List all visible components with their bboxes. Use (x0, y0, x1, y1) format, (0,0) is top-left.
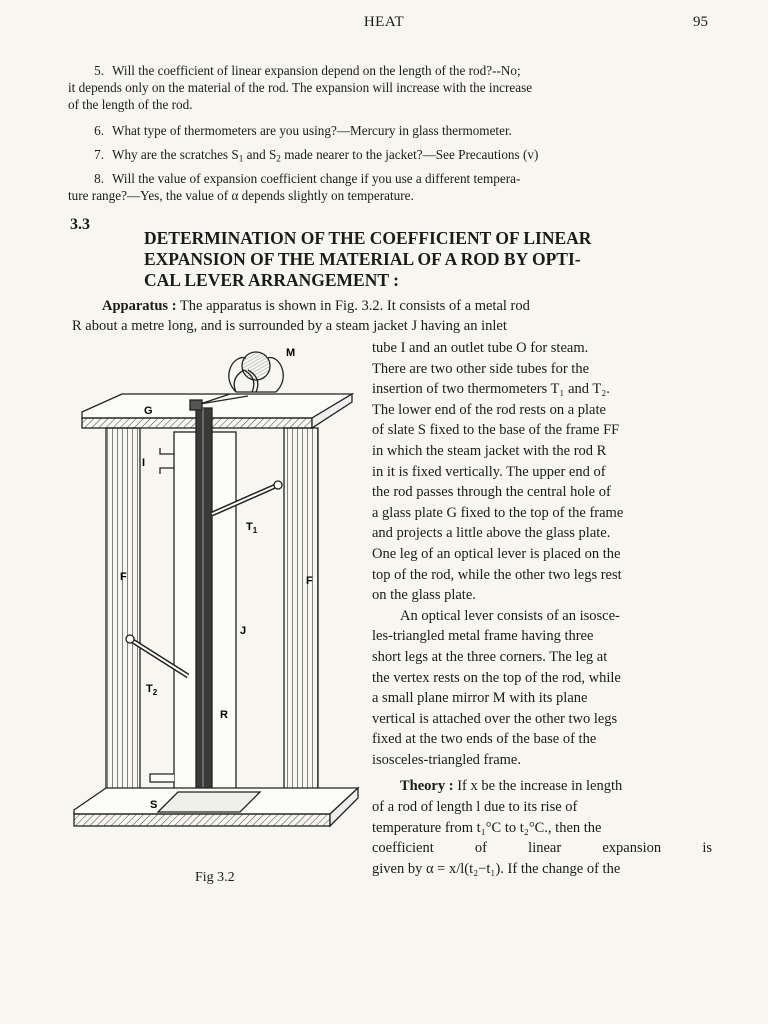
label-j: J (240, 625, 247, 637)
body-line: les-triangled metal frame having three (372, 628, 594, 645)
metal-rod (196, 408, 212, 800)
qa-line: Will the coefficient of linear expansion depend on the length of the rod?--No; (112, 63, 521, 78)
body-line: in which the steam jacket with the rod R (372, 442, 607, 459)
body-line: temperature from t₁°C to t₂°C., then the (372, 819, 602, 836)
body-line: The lower end of the rod rests on a plate (372, 401, 606, 418)
body-line: If x be the increase in length (457, 778, 623, 795)
apparatus-paragraph (72, 296, 708, 336)
base-plate-edge (74, 814, 330, 826)
qa-item-7 (68, 146, 708, 167)
theory-heading: Theory : (400, 778, 454, 795)
qa-number: 6. (94, 123, 104, 138)
body-line: a glass plate G fixed to the top of the frame (372, 504, 624, 521)
figure-caption: Fig 3.2 (195, 870, 235, 885)
qa-item-6 (68, 122, 708, 139)
screw-knob (190, 400, 202, 410)
body-line: of a rod of length l due to its rise of (372, 799, 578, 816)
body-line: The apparatus is shown in Fig. 3.2. It consists of a metal rod (179, 298, 530, 314)
outlet-tube (150, 774, 174, 782)
body-line: top of the rod, while the other two legs rest (372, 566, 622, 583)
section-title-line: EXPANSION OF THE MATERIAL OF A ROD BY OPTI- (144, 249, 581, 269)
body-line: coefficient of linear expansion is (372, 840, 712, 857)
body-line: vertical is attached over the other two legs (372, 710, 618, 727)
qa-line: of the length of the rod. (68, 97, 193, 112)
body-line: and projects a little above the glass plate. (372, 525, 611, 542)
qa-number: 7. (94, 147, 104, 162)
qa-line: Will the value of expansion coefficient change if you use a different tempera- (112, 171, 521, 186)
body-line: insertion of two thermometers T₁ and T₂. (372, 381, 610, 398)
section-title (144, 228, 714, 291)
frame-post-right (284, 428, 318, 806)
body-line: An optical lever consists of an isosce- (400, 607, 620, 624)
apparatus-heading: Apparatus : (102, 298, 177, 314)
inlet-tube (160, 448, 174, 474)
glass-plate (82, 394, 352, 418)
body-line: of slate S fixed to the base of the frame FF (372, 422, 620, 439)
apparatus-figure (70, 336, 366, 856)
label-f-right: F (306, 575, 313, 587)
qa-line: What type of thermometers are you using?—Mercury in glass thermometer. (112, 123, 512, 138)
plane-mirror (242, 352, 270, 380)
body-line: a small plane mirror M with its plane (372, 690, 588, 707)
qa-line: Why are the scratches S (112, 147, 239, 162)
label-i: I (142, 457, 146, 469)
body-line: given by α = x/l(t₂−t₁). If the change of the (372, 860, 621, 877)
qa-line: it depends only on the material of the rod. The expansion will increase with the increase (68, 80, 533, 95)
label-t1: $T_1$ (246, 521, 258, 535)
body-line: short legs at the three corners. The leg at (372, 648, 608, 665)
body-line: the vertex rests on the top of the rod, while (372, 669, 621, 686)
body-line: tube I and an outlet tube O for steam. (372, 340, 589, 356)
label-m: M (286, 347, 296, 359)
body-line: One leg of an optical lever is placed on the (372, 545, 621, 562)
label-s: S (150, 799, 158, 811)
qa-number: 8. (94, 171, 104, 186)
label-g: G (144, 405, 153, 417)
body-line: isosceles-triangled frame. (372, 751, 521, 768)
section-title-line: CAL LEVER ARRANGEMENT : (144, 270, 399, 290)
qa-item-8 (68, 170, 708, 204)
section-title-line: DETERMINATION OF THE COEFFICIENT OF LINEAR (144, 228, 592, 248)
section-number: 3.3 (70, 216, 90, 233)
qa-line: ture range?—Yes, the value of α depends slightly on temperature. (68, 188, 414, 203)
running-head: HEAT (363, 14, 405, 30)
body-line: R about a metre long, and is surrounded by a steam jacket J having an inlet (72, 318, 507, 334)
body-line: fixed at the two ends of the base of the (372, 731, 597, 748)
right-column-text (372, 338, 712, 879)
label-r: R (220, 709, 228, 721)
body-line: the rod passes through the central hole of (372, 484, 611, 501)
label-f-left: F (120, 571, 127, 583)
qa-number: 5. (94, 63, 104, 78)
page-number: 95 (693, 14, 708, 30)
label-t2: $T_2$ (146, 683, 158, 697)
body-line: There are two other side tubes for the (372, 360, 590, 377)
body-line: on the glass plate. (372, 587, 476, 604)
qa-item-5 (68, 62, 708, 113)
frame-post-left (106, 428, 140, 800)
subscript: 2 (276, 153, 281, 164)
subscript: 1 (238, 153, 244, 164)
qa-line: and S (243, 147, 277, 162)
qa-line: made nearer to the jacket?—See Precautions (v) (280, 147, 539, 162)
body-line: in it is fixed vertically. The upper end of (372, 463, 606, 480)
